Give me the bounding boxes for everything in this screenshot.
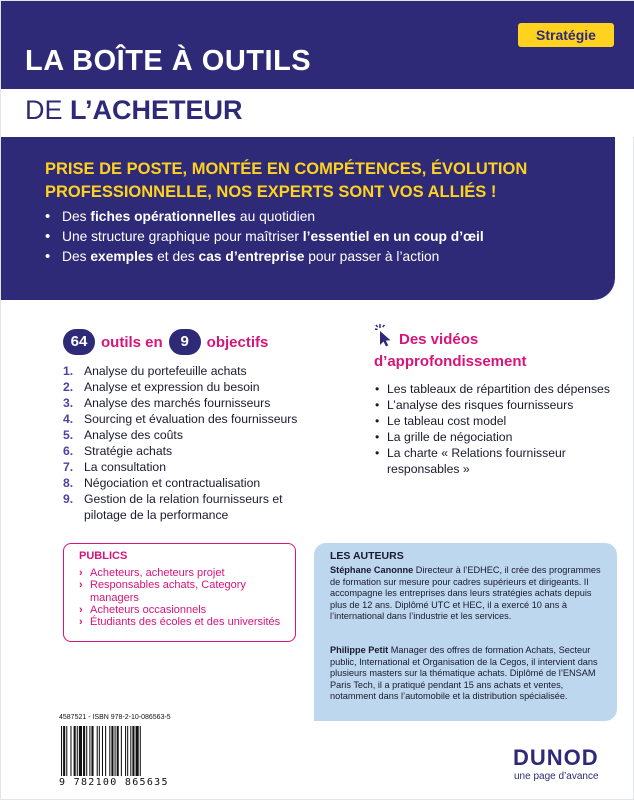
video-item: • L’analyse des risques fournisseurs [375,397,615,413]
publics-item: › Étudiants des écoles et des universités [79,616,289,628]
publics-title: PUBLICS [79,550,128,562]
intro-headline: PRISE DE POSTE, MONTÉE EN COMPÉTENCES, ÉVOLUTION PROFESSIONNELLE, NOS EXPERTS SONT VOS ALLIÉS ! [45,160,528,201]
publics-list [79,567,289,628]
video-item: • La charte « Relations fournisseur responsables » [375,445,615,477]
objective-item: 1. Analyse du portefeuille achats [63,364,247,378]
videos-title: Des vidéos d’approfondissement [374,331,527,370]
authors-title: LES AUTEURS [330,550,404,562]
objectives-list [63,363,323,523]
videos-list [375,381,615,477]
title-line-2 [25,95,243,126]
objective-item: 8. Négociation et contractualisation [63,476,261,490]
tools-count-badge: 64 [63,329,95,355]
category-tag: Stratégie [518,23,614,47]
video-item: • Les tableaux de répartition des dépenses [375,381,615,397]
publics-item: › Acheteurs occasionnels [79,604,289,616]
title-line-1: LA BOÎTE À OUTILS [25,45,312,77]
intro-bullet: • Des exemples et des cas d’entreprise pour passer à l’action [45,247,605,267]
author-bio-1: Stéphane Canonne Directeur à l’EDHEC, il crée des programmes de formation sur mesure pour cadres supérieurs et dirigeants. Il accompagne les entreprises dans leurs stratégies achats depuis plus de 12 ans. Diplômé UTC et HEC, il a exercé 10 ans à l’international dans l’industrie et les services. [330,565,601,622]
objective-item: 5. Analyse des coûts [63,428,183,442]
objective-item: 3. Analyse des marchés fournisseurs [63,396,271,410]
title-line-2-plain: DE [25,95,71,125]
objectives-count-badge: 9 [169,329,201,355]
barcode-digits: 9 782100 865635 [59,777,169,788]
publisher-tagline: une page d’avance [514,771,599,782]
author-name: Philippe Petit [330,645,389,655]
intro-bullet: • Une structure graphique pour maîtriser l’essentiel en un coup d’œil [45,227,605,247]
video-item: • La grille de négociation [375,429,615,445]
intro-bullets [45,207,605,267]
video-item: • Le tableau cost model [375,413,615,429]
objective-item: 9. Gestion de la relation fournisseurs et pilotage de la performance [63,492,283,522]
tools-summary [63,329,274,355]
objective-item: 4. Sourcing et évaluation des fournisseurs [63,412,298,426]
tools-count-label: outils en [101,333,163,351]
objective-item: 6. Stratégie achats [63,444,173,458]
author-name: Stéphane Canonne [330,565,414,575]
objectives-label: objectifs [206,333,269,351]
author-bio-2: Philippe Petit Manager des offres de formation Achats, Secteur public, International et Organisation de la Cegos, il intervient dans plusieurs masters sur la thématique achats. Diplômé de l’ENSAM Paris Tech, il a pratiqué pendant 15 ans achats et ventes, notamment dans l’automobile et la distribution spécialisée. [330,645,598,702]
intro-bullet: • Des fiches opérationnelles au quotidien [45,207,605,227]
publisher-logo: DUNOD [513,745,599,770]
barcode-icon [59,726,201,778]
isbn-line: 4587521 - ISBN 978-2-10-086563-5 [59,714,171,721]
objective-item: 2. Analyse et expression du besoin [63,380,260,394]
objective-item: 7. La consultation [63,460,166,474]
publics-item: › Responsables achats, Category managers [79,579,289,604]
publics-item: › Acheteurs, acheteurs projet [79,567,289,579]
title-line-2-bold: L’ACHETEUR [70,95,243,125]
